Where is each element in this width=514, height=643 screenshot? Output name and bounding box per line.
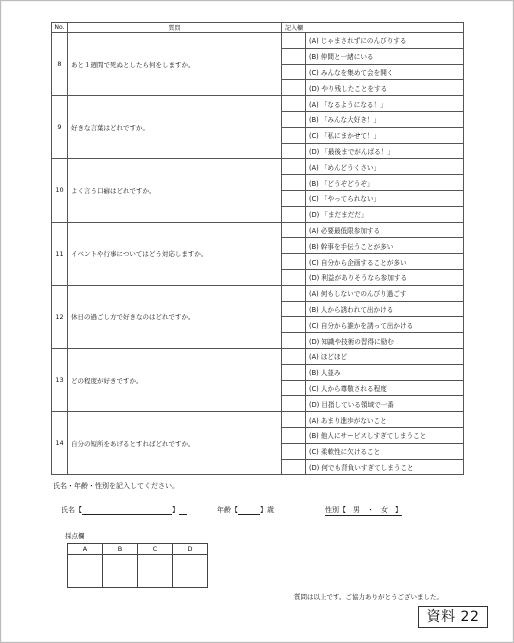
answer-record-cell[interactable] bbox=[282, 206, 306, 222]
answer-record-cell[interactable] bbox=[282, 317, 306, 333]
header-no: No. bbox=[52, 23, 68, 33]
age-field[interactable] bbox=[217, 505, 274, 515]
question-text: イベントや行事についてはどう対応しますか。 bbox=[68, 222, 282, 285]
answer-record-cell[interactable] bbox=[282, 96, 306, 112]
header-question: 質問 bbox=[68, 23, 282, 33]
score-header-row bbox=[68, 544, 208, 555]
option-text: (D) 知識や技術の習得に励む bbox=[306, 333, 464, 349]
answer-record-cell[interactable] bbox=[282, 159, 306, 175]
option-text: (C) 柔軟性に欠けること bbox=[306, 443, 464, 459]
question-number: 11 bbox=[52, 222, 68, 285]
question-number: 13 bbox=[52, 348, 68, 411]
option-text: (D) 何でも背負いすぎてしまうこと bbox=[306, 459, 464, 475]
score-table bbox=[67, 543, 208, 588]
option-text: (D) 「まだまだだ」 bbox=[306, 206, 464, 222]
option-text: (C) みんなを集めて会を開く bbox=[306, 64, 464, 80]
option-row bbox=[52, 222, 464, 238]
option-text: (D) やり残したことをする bbox=[306, 80, 464, 96]
answer-record-cell[interactable] bbox=[282, 412, 306, 428]
option-text: (B) 「みんな大好き！」 bbox=[306, 111, 464, 127]
option-text: (D) 「最後までがんばる！」 bbox=[306, 143, 464, 159]
answer-record-cell[interactable] bbox=[282, 459, 306, 475]
option-text: (A) あまり進歩がないこと bbox=[306, 412, 464, 428]
option-text: (B) 仲間と一緒にいる bbox=[306, 48, 464, 64]
option-text: (A) 必要最低限参加する bbox=[306, 222, 464, 238]
answer-record-cell[interactable] bbox=[282, 427, 306, 443]
gender-label[interactable]: 性別【 男 ・ 女 】 bbox=[325, 506, 402, 514]
name-input-line[interactable] bbox=[82, 514, 172, 515]
score-input-row bbox=[68, 555, 208, 588]
answer-record-cell[interactable] bbox=[282, 143, 306, 159]
option-text: (A) じゃまされずにのんびりする bbox=[306, 33, 464, 49]
questions-body bbox=[52, 33, 464, 475]
age-label: 年齢【 bbox=[217, 506, 238, 514]
score-column-header: D bbox=[173, 544, 208, 555]
answer-record-cell[interactable] bbox=[282, 222, 306, 238]
question-number: 14 bbox=[52, 412, 68, 475]
question-number: 12 bbox=[52, 285, 68, 348]
option-row bbox=[52, 412, 464, 428]
answer-record-cell[interactable] bbox=[282, 301, 306, 317]
answer-record-cell[interactable] bbox=[282, 254, 306, 270]
option-text: (A) 「なるようになる！」 bbox=[306, 96, 464, 112]
option-text: (D) 目指している領域で一番 bbox=[306, 396, 464, 412]
closing-message: 質問は以上です。ご協力ありがとうございました。 bbox=[294, 593, 443, 601]
option-text: (B) 人並み bbox=[306, 364, 464, 380]
answer-record-cell[interactable] bbox=[282, 48, 306, 64]
option-row bbox=[52, 159, 464, 175]
answer-record-cell[interactable] bbox=[282, 269, 306, 285]
answer-record-cell[interactable] bbox=[282, 33, 306, 49]
answer-record-cell[interactable] bbox=[282, 364, 306, 380]
age-input-line[interactable] bbox=[238, 514, 260, 515]
age-close: 】歳 bbox=[260, 506, 274, 514]
question-text: どの程度が好きですか。 bbox=[68, 348, 282, 411]
answer-record-cell[interactable] bbox=[282, 80, 306, 96]
form-instruction: 氏名・年齢・性別を記入してください。 bbox=[53, 482, 179, 490]
option-text: (B) 幹事を手伝うことが多い bbox=[306, 238, 464, 254]
answer-record-cell[interactable] bbox=[282, 127, 306, 143]
option-text: (B) 人から誘われて出かける bbox=[306, 301, 464, 317]
name-label: 氏名【 bbox=[61, 506, 82, 514]
option-text: (B) 「どうぞどうぞ」 bbox=[306, 175, 464, 191]
option-row bbox=[52, 285, 464, 301]
option-text: (C) 「やってられない」 bbox=[306, 190, 464, 206]
option-text: (A) 「めんどうくさい」 bbox=[306, 159, 464, 175]
score-input-cell[interactable] bbox=[103, 555, 138, 588]
question-number: 9 bbox=[52, 96, 68, 159]
gender-field[interactable] bbox=[325, 505, 402, 516]
table-header-row bbox=[52, 23, 464, 33]
score-input-cell[interactable] bbox=[68, 555, 103, 588]
header-record: 記入欄 bbox=[282, 23, 464, 33]
option-text: (D) 利益がありそうなら参加する bbox=[306, 269, 464, 285]
option-text: (C) 人から尊敬される程度 bbox=[306, 380, 464, 396]
document-stamp: 資料 22 bbox=[418, 606, 488, 628]
score-input-cell[interactable] bbox=[138, 555, 173, 588]
name-close: 】 bbox=[172, 506, 179, 514]
answer-record-cell[interactable] bbox=[282, 443, 306, 459]
answer-record-cell[interactable] bbox=[282, 348, 306, 364]
questionnaire-table bbox=[51, 22, 464, 475]
name-underline-tail bbox=[179, 514, 187, 515]
answer-record-cell[interactable] bbox=[282, 111, 306, 127]
score-column-header: A bbox=[68, 544, 103, 555]
option-row bbox=[52, 348, 464, 364]
option-row bbox=[52, 33, 464, 49]
question-text: あと１週間で死ぬとしたら何をしますか。 bbox=[68, 33, 282, 96]
answer-record-cell[interactable] bbox=[282, 190, 306, 206]
question-number: 8 bbox=[52, 33, 68, 96]
answer-record-cell[interactable] bbox=[282, 285, 306, 301]
option-text: (C) 自分から企画することが多い bbox=[306, 254, 464, 270]
question-text: 自分の短所をあげるとすればどれですか。 bbox=[68, 412, 282, 475]
answer-record-cell[interactable] bbox=[282, 396, 306, 412]
option-text: (C) 「私にまかせて！」 bbox=[306, 127, 464, 143]
score-column-header: C bbox=[138, 544, 173, 555]
answer-record-cell[interactable] bbox=[282, 333, 306, 349]
name-field[interactable] bbox=[61, 505, 187, 515]
answer-record-cell[interactable] bbox=[282, 238, 306, 254]
answer-record-cell[interactable] bbox=[282, 175, 306, 191]
answer-record-cell[interactable] bbox=[282, 64, 306, 80]
score-label: 採点欄 bbox=[65, 532, 85, 540]
option-text: (A) 何もしないでのんびり過ごす bbox=[306, 285, 464, 301]
option-text: (B) 他人にサービスしすぎてしまうこと bbox=[306, 427, 464, 443]
option-text: (A) ほどほど bbox=[306, 348, 464, 364]
question-text: 休日の過ごし方で好きなのはどれですか。 bbox=[68, 285, 282, 348]
score-column-header: B bbox=[103, 544, 138, 555]
score-input-cell[interactable] bbox=[173, 555, 208, 588]
answer-record-cell[interactable] bbox=[282, 380, 306, 396]
question-number: 10 bbox=[52, 159, 68, 222]
option-row bbox=[52, 96, 464, 112]
question-text: 好きな言葉はどれですか。 bbox=[68, 96, 282, 159]
question-text: よく言う口癖はどれですか。 bbox=[68, 159, 282, 222]
option-text: (C) 自分から誰かを誘って出かける bbox=[306, 317, 464, 333]
